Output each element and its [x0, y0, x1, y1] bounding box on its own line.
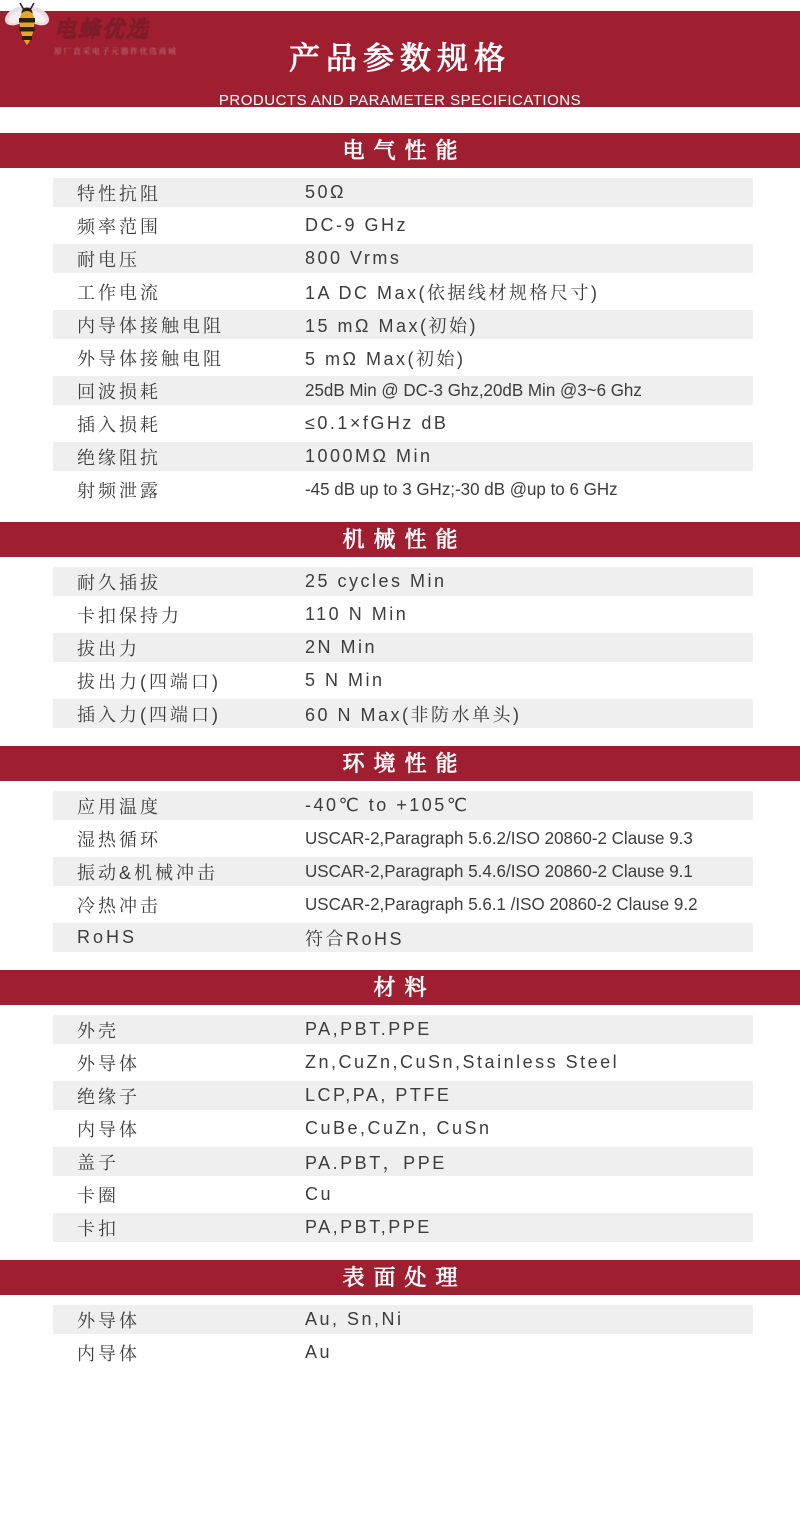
spec-row	[53, 1015, 753, 1044]
spec-value: PA.PBT，PPE	[305, 1152, 447, 1173]
spec-value: ≤0.1×fGHz dB	[305, 413, 449, 433]
spec-row	[53, 857, 753, 886]
spec-rows	[53, 1015, 753, 1242]
spec-label: 插入损耗	[77, 414, 161, 435]
spec-value: -40℃ to +105℃	[305, 795, 470, 815]
spec-value: PA,PBT,PPE	[305, 1217, 432, 1237]
spec-row	[53, 442, 753, 471]
spec-label: 振动&机械冲击	[77, 862, 219, 883]
spec-row	[53, 567, 753, 596]
spec-label: 频率范围	[77, 216, 161, 237]
spec-value: USCAR-2,Paragraph 5.6.2/ISO 20860-2 Clause 9.3	[305, 828, 693, 848]
spec-row	[53, 600, 753, 629]
page-title: 产品参数规格	[289, 41, 511, 76]
spec-label: RoHS	[77, 927, 138, 947]
spec-label: 湿热循环	[77, 829, 161, 850]
spec-sections-container	[0, 133, 800, 1367]
page-subtitle: PRODUCTS AND PARAMETER SPECIFICATIONS	[218, 92, 582, 109]
section-header: 机械性能	[0, 522, 800, 557]
spec-label: 特性抗阻	[77, 183, 161, 204]
spec-row	[53, 343, 753, 372]
spec-label: 绝缘子	[77, 1086, 140, 1107]
spec-rows	[53, 567, 753, 728]
brand-name: 电蜂优选	[54, 16, 151, 41]
spec-label: 回波损耗	[77, 381, 161, 402]
spec-value: DC-9 GHz	[305, 215, 409, 235]
spec-row	[53, 1305, 753, 1334]
spec-row	[53, 791, 753, 820]
spec-row	[53, 376, 753, 405]
spec-label: 盖子	[77, 1152, 119, 1173]
spec-value: 25dB Min @ DC-3 Ghz,20dB Min @3~6 Ghz	[305, 380, 642, 400]
spec-value: LCP,PA, PTFE	[305, 1085, 452, 1105]
spec-value: 800 Vrms	[305, 248, 402, 268]
spec-label: 外导体	[77, 1310, 140, 1331]
spec-rows	[53, 178, 753, 504]
spec-value: 60 N Max(非防水单头)	[305, 704, 522, 725]
section-header: 电气性能	[0, 133, 800, 168]
spec-value: Cu	[305, 1184, 334, 1204]
spec-label: 工作电流	[77, 282, 161, 303]
spec-row	[53, 277, 753, 306]
spec-value: CuBe,CuZn, CuSn	[305, 1118, 492, 1138]
spec-label: 内导体	[77, 1343, 140, 1364]
section-header: 环境性能	[0, 746, 800, 781]
spec-label: 外壳	[77, 1020, 119, 1041]
spec-label: 卡圈	[77, 1185, 119, 1206]
spec-value: 2N Min	[305, 637, 378, 657]
spec-row	[53, 211, 753, 240]
spec-row	[53, 1147, 753, 1176]
spec-label: 冷热冲击	[77, 895, 161, 916]
spec-row	[53, 890, 753, 919]
spec-section	[0, 746, 800, 952]
spec-row	[53, 923, 753, 952]
spec-section	[0, 133, 800, 504]
spec-label: 卡扣	[77, 1218, 119, 1239]
spec-value: 25 cycles Min	[305, 571, 447, 591]
spec-value: 5 N Min	[305, 670, 385, 690]
bee-icon	[4, 1, 50, 47]
spec-label: 拔出力	[77, 638, 140, 659]
spec-value: 1A DC Max(依据线材规格尺寸)	[305, 282, 600, 303]
spec-section	[0, 970, 800, 1242]
spec-label: 插入力(四端口)	[77, 704, 221, 725]
spec-value: Au, Sn,Ni	[305, 1309, 404, 1329]
spec-label: 内导体	[77, 1119, 140, 1140]
spec-label: 绝缘阻抗	[77, 447, 161, 468]
spec-value: 50Ω	[305, 182, 346, 202]
spec-label: 外导体接触电阻	[77, 348, 224, 369]
spec-label: 卡扣保持力	[77, 605, 182, 626]
section-header: 表面处理	[0, 1260, 800, 1295]
spec-row	[53, 1081, 753, 1110]
spec-label: 内导体接触电阻	[77, 315, 224, 336]
spec-row	[53, 633, 753, 662]
spec-value: USCAR-2,Paragraph 5.6.1 /ISO 20860-2 Clause 9.2	[305, 894, 698, 914]
spec-row	[53, 666, 753, 695]
spec-section	[0, 1260, 800, 1367]
spec-value: 15 mΩ Max(初始)	[305, 315, 478, 336]
spec-label: 耐电压	[77, 249, 140, 270]
spec-label: 射频泄露	[77, 480, 161, 501]
spec-value: PA,PBT.PPE	[305, 1019, 432, 1039]
spec-rows	[53, 791, 753, 952]
spec-label: 拔出力(四端口)	[77, 671, 221, 692]
spec-row	[53, 824, 753, 853]
spec-value: 110 N Min	[305, 604, 409, 624]
spec-value: 符合RoHS	[305, 928, 405, 949]
spec-row	[53, 1114, 753, 1143]
spec-row	[53, 475, 753, 504]
spec-row	[53, 244, 753, 273]
brand-logo	[4, 1, 178, 57]
spec-value: 5 mΩ Max(初始)	[305, 348, 466, 369]
spec-row	[53, 1048, 753, 1077]
spec-row	[53, 409, 753, 438]
logo-tagline: 原厂直采电子元器件优选商城	[54, 47, 178, 56]
spec-label: 耐久插拔	[77, 572, 161, 593]
spec-rows	[53, 1305, 753, 1367]
spec-row	[53, 1180, 753, 1209]
spec-row	[53, 699, 753, 728]
spec-row	[53, 1213, 753, 1242]
spec-value: -45 dB up to 3 GHz;-30 dB @up to 6 GHz	[305, 479, 618, 499]
spec-row	[53, 310, 753, 339]
section-header: 材料	[0, 970, 800, 1005]
spec-value: Au	[305, 1342, 333, 1362]
spec-value: Zn,CuZn,CuSn,Stainless Steel	[305, 1052, 620, 1072]
spec-row	[53, 178, 753, 207]
spec-value: USCAR-2,Paragraph 5.4.6/ISO 20860-2 Clause 9.1	[305, 861, 693, 881]
spec-label: 应用温度	[77, 796, 161, 817]
spec-label: 外导体	[77, 1053, 140, 1074]
spec-value: 1000MΩ Min	[305, 446, 433, 466]
spec-row	[53, 1338, 753, 1367]
spec-section	[0, 522, 800, 728]
